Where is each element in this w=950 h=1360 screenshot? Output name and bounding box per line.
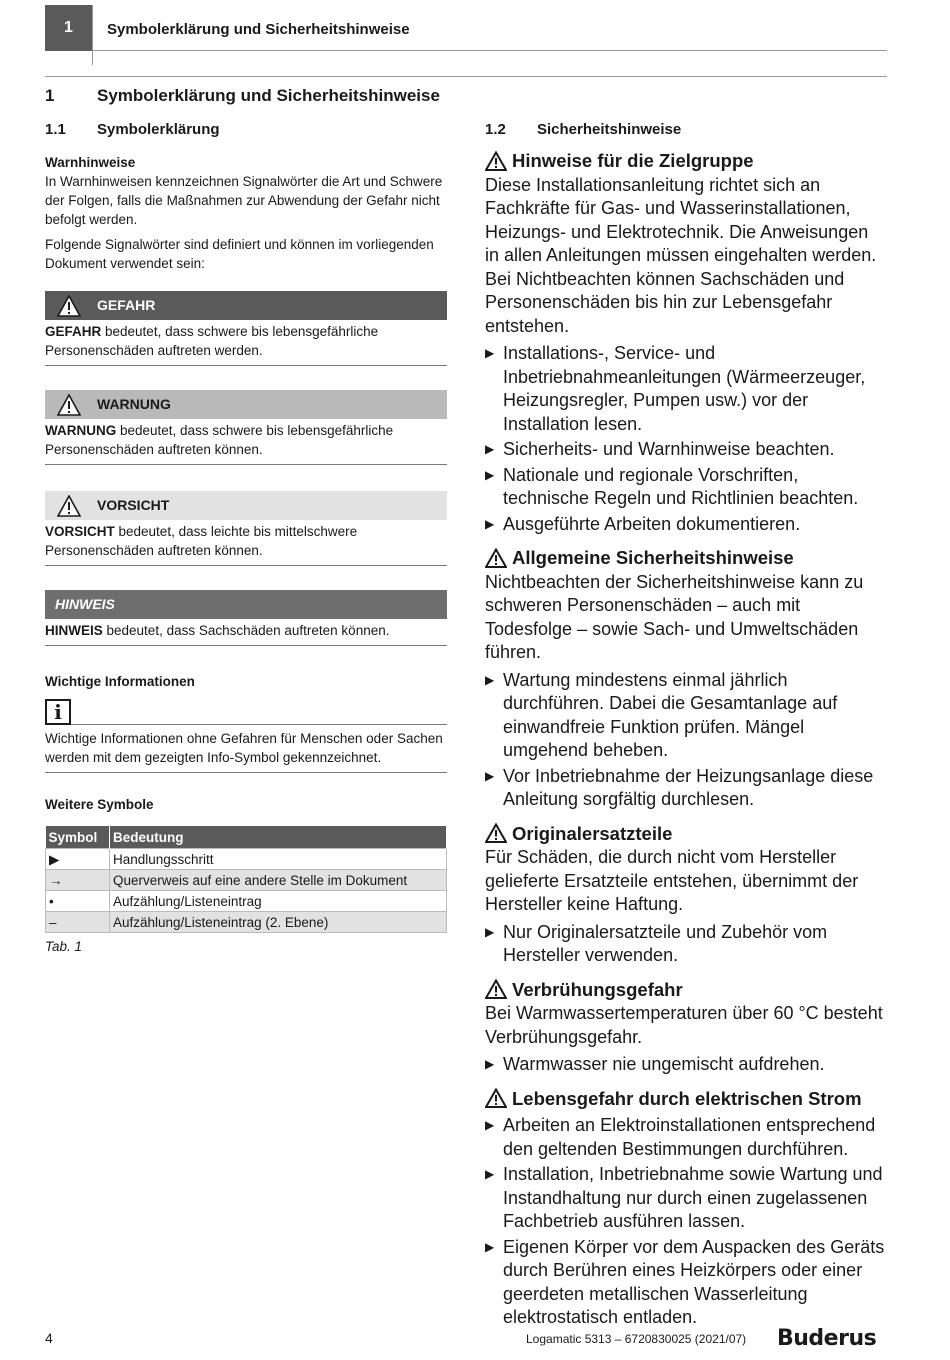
info-text: Wichtige Informationen ohne Gefahren für Menschen oder Sachen werden mit dem gezeigten Info-Symbol gekennzeichnet. — [45, 725, 447, 773]
list-item: ▶ Sicherheits- und Warnhinweise beachten. — [485, 438, 887, 462]
list-item: ▶ Warmwasser nie ungemischt aufdrehen. — [485, 1053, 887, 1077]
warnung-bar — [45, 390, 447, 419]
list-item: ▶ Ausgeführte Arbeiten dokumentieren. — [485, 513, 887, 537]
block-text: Diese Installationsanleitung richtet sich an Fachkräfte für Gas- und Wasserinstallationen, Heizungs- und Elektrotechnik. Die Anweisungen in allen Anleitungen müssen eingehalten werden. Bei Nichtbeachten können Sachschäden und Personenschäden bis hin zur Lebensgefahr entstehen. — [485, 174, 877, 336]
block-heading — [485, 822, 887, 846]
table-cell-meaning: Querverweis auf eine andere Stelle im Dokument — [110, 870, 447, 891]
gefahr-word: GEFAHR — [45, 324, 102, 339]
subsection-number: 1.1 — [45, 121, 66, 138]
table-cell-meaning: Aufzählung/Listeneintrag (2. Ebene) — [110, 912, 447, 933]
warning-triangle-icon — [57, 295, 81, 317]
warn-defined: Folgende Signalwörter sind definiert und können im vorliegenden Dokument verwendet sein: — [45, 237, 434, 271]
symbols-heading: Weitere Symbole — [45, 797, 154, 812]
block-heading-text: Originalersatzteile — [512, 822, 673, 844]
table-cell-symbol: → — [46, 870, 110, 891]
step-list — [485, 921, 887, 968]
safety-block-electric — [485, 1087, 887, 1330]
table-header-meaning: Bedeutung — [110, 826, 447, 849]
header-divider — [92, 5, 93, 65]
right-column — [485, 120, 887, 1332]
subsection-heading-1-2 — [485, 120, 887, 139]
block-heading-text: Allgemeine Sicherheitshinweise — [512, 547, 794, 568]
table-header-row — [46, 826, 447, 849]
block-heading-text: Verbrühungsgefahr — [512, 978, 683, 1000]
gefahr-text-block — [45, 320, 447, 366]
warnung-text: bedeutet, dass schwere bis lebensgefährliche Personenschäden auftreten können. — [45, 423, 394, 457]
table-cell-meaning: Handlungsschritt — [110, 849, 447, 870]
warnung-text-block — [45, 419, 447, 465]
table-cell-symbol: ▶ — [46, 849, 110, 870]
safety-block-general — [485, 546, 887, 812]
warn-heading: Warnhinweise — [45, 155, 136, 170]
warnung-word: WARNUNG — [45, 423, 117, 438]
safety-block-target-group — [485, 149, 887, 536]
step-list — [485, 342, 887, 536]
list-item: ▶ Wartung mindestens einmal jährlich durchführen. Dabei die Gesamtanlage auf einwandfreie Funktion prüfen. Mängel umgehend beheben. — [485, 669, 887, 763]
subsection-heading-1-1 — [45, 120, 447, 139]
list-item: ▶ Arbeiten an Elektroinstallationen entsprechend den geltenden Bestimmungen durchführen. — [485, 1114, 887, 1161]
table-cell-meaning: Aufzählung/Listeneintrag — [110, 891, 447, 912]
warning-triangle-icon — [485, 979, 507, 999]
gefahr-bar — [45, 291, 447, 320]
hinweis-word: HINWEIS — [45, 623, 103, 638]
step-list — [485, 1053, 887, 1077]
page-number: 4 — [45, 1330, 53, 1346]
warning-triangle-icon — [57, 495, 81, 517]
gefahr-label: GEFAHR — [97, 297, 156, 313]
warning-triangle-icon — [485, 548, 507, 568]
hinweis-text-block — [45, 619, 447, 646]
chapter-tab: 1 — [45, 5, 92, 51]
info-heading: Wichtige Informationen — [45, 674, 195, 689]
subsection-number: 1.2 — [485, 121, 506, 138]
warning-triangle-icon — [485, 823, 507, 843]
warning-triangle-icon — [485, 1088, 507, 1108]
block-text: Nichtbeachten der Sicherheitshinweise kann zu schweren Personenschäden – auch mit Todesfolge – sowie Sach- und Umweltschäden führen. — [485, 571, 864, 662]
section-number: 1 — [45, 86, 55, 105]
table-cell-symbol: – — [46, 912, 110, 933]
header-rule — [92, 50, 887, 51]
hinweis-label: HINWEIS — [55, 596, 115, 612]
table-caption: Tab. 1 — [45, 939, 83, 954]
block-text: Für Schäden, die durch nicht vom Hersteller gelieferte Ersatzteile entstehen, übernimmt der Hersteller keine Haftung. — [485, 847, 859, 914]
gefahr-text: bedeutet, dass schwere bis lebensgefährliche Personenschäden auftreten werden. — [45, 324, 379, 358]
safety-block-scalding — [485, 978, 887, 1077]
list-item: ▶ Nur Originalersatzteile und Zubehör vom Hersteller verwenden. — [485, 921, 887, 968]
block-heading-text: Lebensgefahr durch elektrischen Strom — [512, 1087, 862, 1109]
header-title: Symbolerklärung und Sicherheitshinweise — [107, 21, 410, 38]
hinweis-text: bedeutet, dass Sachschäden auftreten können. — [102, 623, 390, 638]
list-item: ▶ Nationale und regionale Vorschriften, technische Regeln und Richtlinien beachten. — [485, 464, 887, 511]
list-item: ▶ Eigenen Körper vor dem Auspacken des Geräts durch Berühren eines Heizkörpers oder einer geerdeten metallischen Wasserleitung elektrostatisch entladen. — [485, 1236, 887, 1330]
left-column — [45, 120, 447, 956]
table-cell-symbol: • — [46, 891, 110, 912]
block-heading-text: Hinweise für die Zielgruppe — [512, 150, 754, 171]
info-rule — [71, 724, 447, 725]
block-heading — [485, 1087, 887, 1111]
vorsicht-text: bedeutet, dass leichte bis mittelschwere Personenschäden auftreten können. — [45, 524, 358, 558]
warning-triangle-icon — [485, 151, 507, 171]
info-symbol-row — [45, 699, 447, 725]
subsection-title: Sicherheitshinweise — [537, 121, 682, 138]
symbols-table — [45, 826, 447, 933]
brand-logo: Buderus — [777, 1326, 877, 1351]
block-heading — [485, 149, 887, 173]
section-title: Symbolerklärung und Sicherheitshinweise — [97, 86, 440, 105]
warnung-label: WARNUNG — [97, 396, 171, 412]
safety-block-spare-parts — [485, 822, 887, 968]
block-heading — [485, 546, 887, 570]
step-list — [485, 1114, 887, 1330]
hinweis-bar — [45, 590, 447, 619]
vorsicht-word: VORSICHT — [45, 524, 115, 539]
list-item: ▶ Installation, Inbetriebnahme sowie Wartung und Instandhaltung nur durch einen zugelassenen Fachbetrieb ausführen lassen. — [485, 1163, 887, 1234]
subsection-title: Symbolerklärung — [97, 121, 220, 138]
warn-intro: In Warnhinweisen kennzeichnen Signalwörter die Art und Schwere der Folgen, falls die Maßnahmen zur Abwendung der Gefahr nicht befolgt werden. — [45, 174, 443, 227]
warning-triangle-icon — [57, 394, 81, 416]
vorsicht-text-block — [45, 520, 447, 566]
vorsicht-bar — [45, 491, 447, 520]
step-list — [485, 669, 887, 812]
info-icon: i — [45, 699, 71, 725]
document-reference: Logamatic 5313 – 6720830025 (2021/07) — [526, 1332, 747, 1346]
table-row — [46, 849, 447, 870]
block-text: Bei Warmwassertemperaturen über 60 °C besteht Verbrühungsgefahr. — [485, 1003, 883, 1047]
table-header-symbol: Symbol — [46, 826, 110, 849]
list-item: ▶ Vor Inbetriebnahme der Heizungsanlage diese Anleitung sorgfältig durchlesen. — [485, 765, 887, 812]
table-row — [46, 891, 447, 912]
section-heading — [45, 86, 440, 106]
block-heading — [485, 978, 887, 1002]
section-rule — [45, 76, 887, 77]
table-row — [46, 870, 447, 891]
list-item: ▶ Installations-, Service- und Inbetriebnahmeanleitungen (Wärmeerzeuger, Heizungsregler, Pumpen usw.) vor der Installation lesen. — [485, 342, 887, 436]
table-row — [46, 912, 447, 933]
vorsicht-label: VORSICHT — [97, 497, 170, 513]
